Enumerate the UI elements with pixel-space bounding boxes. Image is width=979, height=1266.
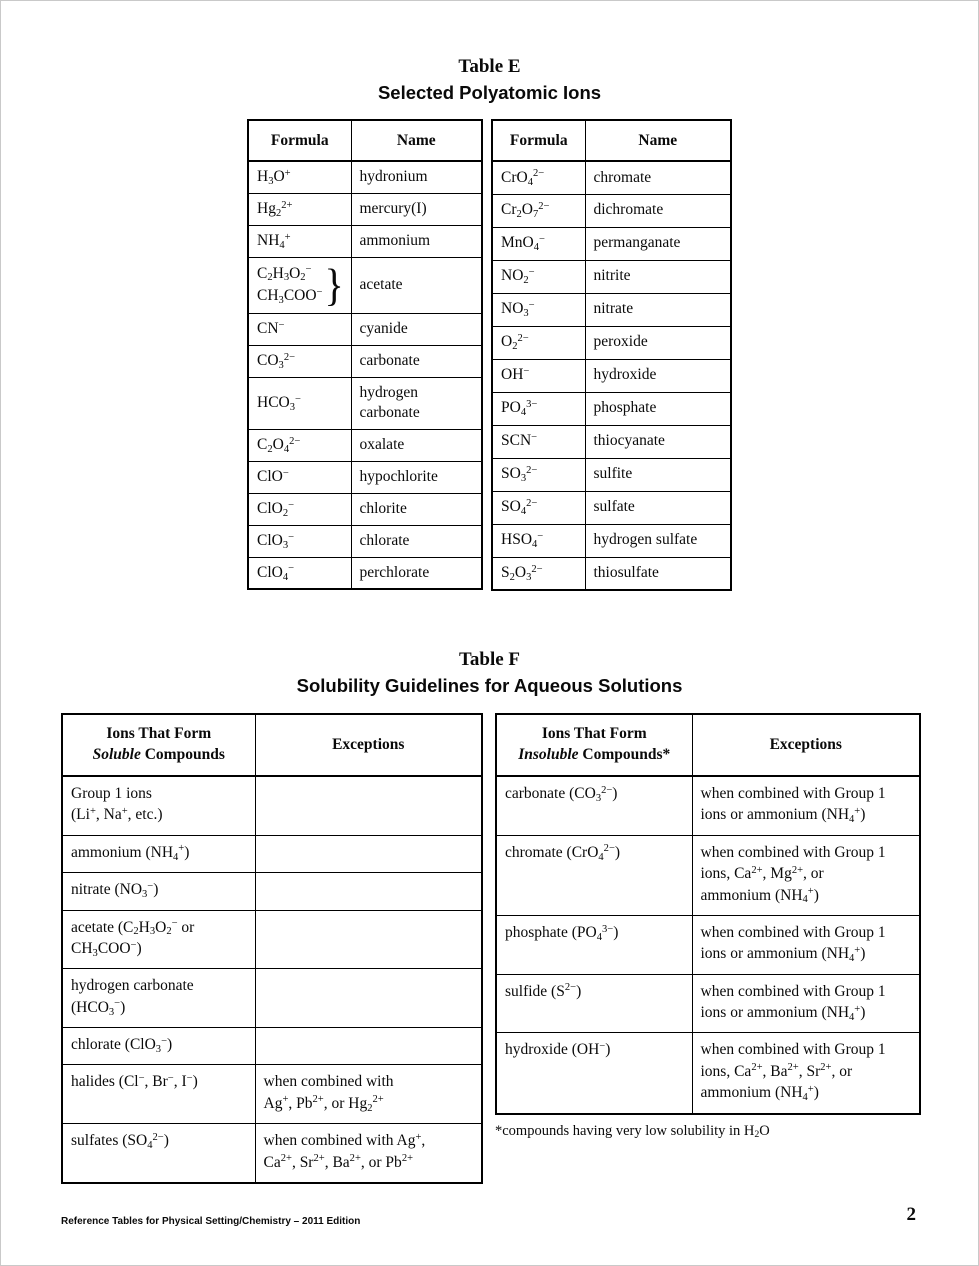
formula-cell: $SO_4^{2-}$ (492, 491, 585, 524)
table-row (62, 969, 482, 1028)
footer-edition-label: Reference Tables for Physical Setting/Chemistry – 2011 Edition (61, 1216, 361, 1227)
table-row (248, 161, 482, 193)
formula-cell: ClO− (248, 461, 351, 493)
name-cell: cyanide (351, 313, 482, 345)
ion-cell: Group 1 ions (Li+, Na+, etc.) (62, 776, 255, 835)
table-row (248, 345, 482, 377)
formula-cell: $HCO_3^-$ (248, 377, 351, 429)
table-row (248, 377, 482, 429)
name-cell: hypochlorite (351, 461, 482, 493)
table-row (492, 491, 731, 524)
name-cell: chlorate (351, 525, 482, 557)
name-cell: perchlorate (351, 557, 482, 589)
polyatomic-ions-table-right (491, 119, 732, 591)
ion-cell: sulfide $(S^{2-})$ (496, 974, 692, 1033)
name-cell: thiocyanate (585, 425, 731, 458)
ion-cell: nitrate $(NO_3^-)$ (62, 873, 255, 910)
exception-cell (255, 776, 482, 835)
name-cell: sulfate (585, 491, 731, 524)
table-f-title: Table F (458, 649, 521, 670)
table-row (492, 425, 731, 458)
exception-cell: when combined with Ag+, $Pb^{2+}$, or $Hg_2^{2+}$ (255, 1065, 482, 1124)
table-row (492, 392, 731, 425)
table-row (248, 557, 482, 589)
page-number: 2 (906, 1204, 916, 1225)
table-row (496, 1033, 920, 1114)
table-row (492, 293, 731, 326)
column-header-exceptions: Exceptions (255, 714, 482, 776)
formula-cell: $O_2^{2-}$ (492, 326, 585, 359)
formula-cell: $H_3O^+$ (248, 161, 351, 193)
table-row (492, 194, 731, 227)
footnote: *compounds having very low solubility in $H_2O$ (495, 1122, 770, 1141)
name-cell: oxalate (351, 429, 482, 461)
name-cell: chlorite (351, 493, 482, 525)
column-header-name: Name (351, 120, 482, 161)
column-header-exceptions: Exceptions (692, 714, 920, 776)
table-row (62, 1124, 482, 1183)
name-cell: permanganate (585, 227, 731, 260)
exception-cell (255, 873, 482, 910)
table-row (248, 525, 482, 557)
table-row (496, 915, 920, 974)
table-f-heading (1, 649, 978, 697)
table-row (248, 257, 482, 313)
table-row (492, 458, 731, 491)
ion-cell: hydrogen carbonate $(HCO_3^-)$ (62, 969, 255, 1028)
formula-cell: CrO$_4^{2-}$ (492, 161, 585, 194)
column-header-formula: Formula (492, 120, 585, 161)
ion-cell: sulfates $(SO_4^{2-})$ (62, 1124, 255, 1183)
name-cell: sulfite (585, 458, 731, 491)
name-cell: nitrate (585, 293, 731, 326)
soluble-compounds-table (61, 713, 483, 1184)
formula-cell: ClO$_2$− (248, 493, 351, 525)
header-row (492, 120, 731, 161)
table-row (496, 835, 920, 915)
table-row (492, 227, 731, 260)
table-row (62, 835, 482, 872)
formula-cell: $NH_4^+$ (248, 225, 351, 257)
name-cell: dichromate (585, 194, 731, 227)
header-row (496, 714, 920, 776)
ion-cell: acetate ($C_2H_3O_2^-$ or $CH_3COO^-$) (62, 910, 255, 969)
ion-cell: chlorate (ClO$_3$−) (62, 1028, 255, 1065)
formula-cell: $PO_4^{3-}$ (492, 392, 585, 425)
name-cell: chromate (585, 161, 731, 194)
table-row (62, 1028, 482, 1065)
exception-cell: when combined with Group 1 ions or ammonium $(NH_4^+)$ (692, 974, 920, 1033)
ion-cell: ammonium $(NH_4^+)$ (62, 835, 255, 872)
formula-cell: $HSO_4^-$ (492, 524, 585, 557)
formula-cell: $C_2O_4^{2-}$ (248, 429, 351, 461)
exception-cell: when combined with Group 1 ions or ammonium $(NH_4^+)$ (692, 776, 920, 835)
name-cell: hydrogen carbonate (351, 377, 482, 429)
table-f-subtitle: Solubility Guidelines for Aqueous Solutions (296, 675, 683, 696)
exception-cell: when combined with Group 1 ions, $Ca^{2+}$, $Mg^{2+}$, or ammonium $(NH_4^+)$ (692, 835, 920, 915)
name-cell: thiosulfate (585, 557, 731, 590)
table-row (62, 776, 482, 835)
ion-cell: phosphate $(PO_4^{3-})$ (496, 915, 692, 974)
table-row (248, 193, 482, 225)
formula-cell: $SO_3^{2-}$ (492, 458, 585, 491)
acetate-formula-group (257, 258, 344, 311)
table-row (62, 910, 482, 969)
acetate-brace: } (324, 258, 344, 311)
formula-cell: OH− (492, 359, 585, 392)
exception-cell: when combined with Group 1 ions or ammonium $(NH_4^+)$ (692, 915, 920, 974)
acetate-formulas: $C_2H_3O_2^-$ $CH_3COO^-$ (257, 264, 323, 306)
exception-cell (255, 1028, 482, 1065)
name-cell: mercury(I) (351, 193, 482, 225)
formula-cell: CN− (248, 313, 351, 345)
table-e-heading (1, 56, 978, 104)
table-f-tables (61, 713, 921, 1184)
column-header-formula: Formula (248, 120, 351, 161)
column-header-soluble-ions: Ions That Form Soluble Compounds (62, 714, 255, 776)
table-row (248, 493, 482, 525)
exception-cell (255, 910, 482, 969)
formula-cell: ClO$_3$− (248, 525, 351, 557)
name-cell: phosphate (585, 392, 731, 425)
table-row (492, 260, 731, 293)
table-row (62, 873, 482, 910)
exception-cell: when combined with Group 1 ions, $Ca^{2+}$, $Ba^{2+}$, $Sr^{2+}$, or ammonium $(NH_4^+)$ (692, 1033, 920, 1114)
formula-cell: $Hg_2^{2+}$ (248, 193, 351, 225)
table-row (492, 557, 731, 590)
formula-cell: $Cr_2O_7^{2-}$ (492, 194, 585, 227)
exception-cell: when combined with Ag+, $Ca^{2+}$, $Sr^{2+}$, $Ba^{2+}$, or $Pb^{2+}$ (255, 1124, 482, 1183)
formula-cell: $CO_3^{2-}$ (248, 345, 351, 377)
table-e-subtitle: Selected Polyatomic Ions (377, 82, 602, 103)
table-row (492, 161, 731, 194)
table-row (496, 974, 920, 1033)
name-cell: hydronium (351, 161, 482, 193)
name-cell: nitrite (585, 260, 731, 293)
header-row (62, 714, 482, 776)
name-cell: peroxide (585, 326, 731, 359)
formula-cell: $NO_3^-$ (492, 293, 585, 326)
table-row (492, 524, 731, 557)
name-cell: acetate (351, 257, 482, 313)
column-header-name: Name (585, 120, 731, 161)
table-row (492, 359, 731, 392)
polyatomic-ions-table-left (247, 119, 483, 590)
table-e-tables (247, 119, 732, 591)
insoluble-column (495, 713, 921, 1140)
table-e-title: Table E (458, 56, 521, 77)
table-row (248, 429, 482, 461)
table-row (248, 225, 482, 257)
ion-cell: carbonate $(CO_3^{2-})$ (496, 776, 692, 835)
formula-cell: MnO$_4$− (492, 227, 585, 260)
formula-cell (248, 257, 351, 313)
name-cell: hydrogen sulfate (585, 524, 731, 557)
formula-cell: SCN− (492, 425, 585, 458)
table-row (248, 313, 482, 345)
table-row (62, 1065, 482, 1124)
table-row (492, 326, 731, 359)
table-row (248, 461, 482, 493)
ion-cell: chromate (CrO$_4^{2-}$) (496, 835, 692, 915)
exception-cell (255, 835, 482, 872)
table-row (496, 776, 920, 835)
ion-cell: hydroxide (OH−) (496, 1033, 692, 1114)
ion-cell: halides (Cl−, Br−, I−) (62, 1065, 255, 1124)
exception-cell (255, 969, 482, 1028)
formula-cell: $NO_2^-$ (492, 260, 585, 293)
header-row (248, 120, 482, 161)
name-cell: ammonium (351, 225, 482, 257)
insoluble-compounds-table (495, 713, 921, 1115)
formula-cell: ClO$_4$− (248, 557, 351, 589)
name-cell: hydroxide (585, 359, 731, 392)
formula-cell: $S_2O_3^{2-}$ (492, 557, 585, 590)
name-cell: carbonate (351, 345, 482, 377)
column-header-insoluble-ions: Ions That Form Insoluble Compounds* (496, 714, 692, 776)
